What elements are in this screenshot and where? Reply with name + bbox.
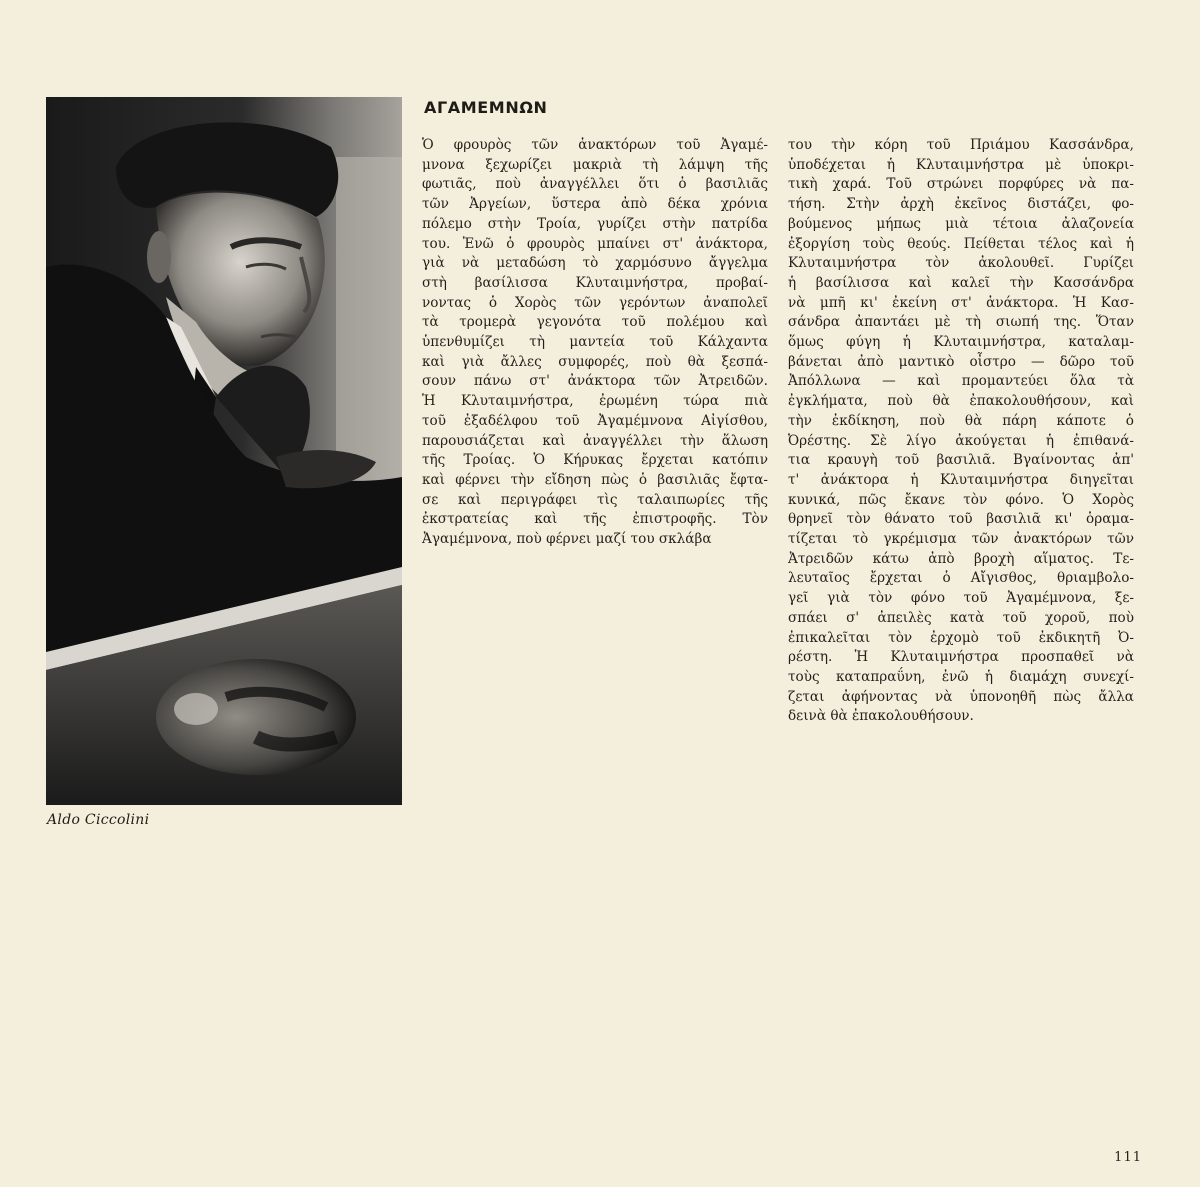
text-line: δεινὰ θὰ ἐπακολουθήσουν.	[788, 708, 974, 725]
text-line: φωτιᾶς, ποὺ ἀναγγέλλει ὅτι ὁ βασιλιᾶς	[422, 176, 768, 193]
text-line: στὴ βασίλισσα Κλυταιμνήστρα, προβαί-	[422, 274, 768, 291]
text-line: του. Ἐνῶ ὁ φρουρὸς μπαίνει στ' ἀνάκτορα,	[422, 235, 768, 252]
text-line: τια κραυγὴ τοῦ βασιλιᾶ. Βγαίνοντας ἀπ'	[788, 452, 1134, 469]
text-line: ρέστη. Ἡ Κλυταιμνήστρα προσπαθεῖ νὰ	[788, 649, 1134, 666]
text-line: παρουσιάζεται καὶ ἀναγγέλλει τὴν ἅλωση	[422, 432, 768, 449]
text-line: καὶ γιὰ ἄλλες συμφορές, ποὺ θὰ ξεσπά-	[422, 353, 768, 370]
text-line: τοὺς καταπραΰνη, ἐνῶ ἡ διαμάχη συνεχί-	[788, 668, 1134, 685]
portrait-photo	[46, 97, 402, 805]
page-number: 111	[1114, 1150, 1142, 1165]
text-line: κυνικά, πῶς ἔκανε τὸν φόνο. Ὁ Χορὸς	[788, 491, 1134, 508]
text-line: βάνεται ἀπὸ μαντικὸ οἶστρο — δῶρο τοῦ	[788, 353, 1134, 370]
text-line: βούμενος μήπως μιὰ τέτοια ἀλαζονεία	[788, 215, 1134, 232]
text-line: ἐξοργίση τοὺς θεούς. Πείθεται τέλος καὶ ἡ	[788, 235, 1134, 252]
article-right-column	[788, 136, 1134, 727]
text-line: ἐγκλήματα, ποὺ θὰ ἐπακολουθήσουν, καὶ	[788, 393, 1134, 410]
text-line: νὰ μπῆ κι' ἐκείνη στ' ἀνάκτορα. Ἡ Κασ-	[788, 294, 1134, 311]
article-left-column	[422, 136, 768, 550]
photo-caption: Aldo Ciccolini	[47, 812, 150, 828]
text-line: σπάει σ' ἀπειλὲς κατὰ τοῦ χοροῦ, ποὺ	[788, 609, 1134, 626]
text-line: σουν πάνω στ' ἀνάκτορα τῶν Ἀτρειδῶν.	[422, 373, 768, 390]
text-line: Ὀρέστης. Σὲ λίγο ἀκούγεται ἡ ἐπιθανά-	[788, 432, 1134, 449]
text-line: σάνδρα ἀπαντάει μὲ τὴ σιωπή της. Ὅταν	[788, 314, 1134, 331]
text-line: τικὴ χαρά. Τοῦ στρώνει πορφύρες νὰ πα-	[788, 176, 1134, 193]
text-line: ζεται ἀφήνοντας νὰ ὑπονοηθῆ πὼς ἄλλα	[788, 688, 1134, 705]
text-line: Κλυταιμνήστρα τὸν ἀκολουθεῖ. Γυρίζει	[788, 255, 1134, 272]
text-line: τ' ἀνάκτορα ἡ Κλυταιμνήστρα διηγεῖται	[788, 471, 1134, 488]
text-line: τὴν ἐκδίκηση, ποὺ θὰ πάρη κάποτε ὁ	[788, 412, 1134, 429]
text-line: ἐκστρατείας καὶ τῆς ἐπιστροφῆς. Τὸν	[422, 511, 768, 528]
text-line: τοῦ ἐξαδέλφου τοῦ Ἀγαμέμνονα Αἰγίσθου,	[422, 412, 768, 429]
text-line: ἡ βασίλισσα καὶ καλεῖ τὴν Κασσάνδρα	[788, 274, 1134, 291]
text-line: τὰ τρομερὰ γεγονότα τοῦ πολέμου καὶ	[422, 314, 768, 331]
text-line: Ἀγαμέμνονα, ποὺ φέρνει μαζί του σκλάβα	[422, 531, 712, 548]
text-line: καὶ φέρνει τὴν εἴδηση πὼς ὁ βασιλιᾶς ἔφτα-	[422, 471, 768, 488]
text-line: μνονα ξεχωρίζει μακριὰ τὴ λάμψη τῆς	[422, 156, 768, 173]
text-line: Ἀτρειδῶν κάτω ἀπὸ βροχὴ αἵματος. Τε-	[788, 550, 1134, 567]
text-line: θρηνεῖ τὸν θάνατο τοῦ βασιλιᾶ κι' ὁραμα-	[788, 511, 1134, 528]
text-line: τῆς Τροίας. Ὁ Κήρυκας ἔρχεται κατόπιν	[422, 452, 768, 469]
text-line: σε καὶ περιγράφει τὶς ταλαιπωρίες τῆς	[422, 491, 768, 508]
text-line: Ἡ Κλυταιμνήστρα, ἐρωμένη τώρα πιὰ	[422, 393, 768, 410]
text-line: λευταῖος ἔρχεται ὁ Αἴγισθος, θριαμβολο-	[788, 570, 1134, 587]
text-line: τίζεται τὸ γκρέμισμα τῶν ἀνακτόρων τῶν	[788, 531, 1134, 548]
text-line: Ὁ φρουρὸς τῶν ἀνακτόρων τοῦ Ἀγαμέ-	[422, 137, 768, 153]
portrait-photo-icon	[46, 97, 402, 805]
text-line: γεῖ γιὰ τὸν φόνο τοῦ Ἀγαμέμνονα, ξε-	[788, 590, 1134, 607]
text-line: ὑπενθυμίζει τὴ μαντεία τοῦ Κάλχαντα	[422, 334, 768, 351]
text-line: τῶν Ἀργείων, ὕστερα ἀπὸ δέκα χρόνια	[422, 196, 768, 213]
text-line: πόλεμο στὴν Τροία, γυρίζει στὴν πατρίδα	[422, 215, 768, 232]
text-line: Ἀπόλλωνα — καὶ προμαντεύει ὅλα τὰ	[788, 373, 1134, 390]
text-line: ὅμως φύγη ἡ Κλυταιμνήστρα, καταλαμ-	[788, 334, 1134, 351]
article-title: ΑΓΑΜΕΜΝΩΝ	[424, 98, 548, 117]
text-line: ὑποδέχεται ἡ Κλυταιμνήστρα μὲ ὑποκρι-	[788, 156, 1134, 173]
text-line: νοντας ὁ Χορὸς τῶν γερόντων ἀναπολεῖ	[422, 294, 768, 311]
text-line: ἐπικαλεῖται τὸν ἐρχομὸ τοῦ ἐκδικητῆ Ὀ-	[788, 629, 1134, 646]
text-line: γιὰ νὰ μεταδώση τὸ χαρμόσυνο ἄγγελμα	[422, 255, 768, 272]
text-line: του τὴν κόρη τοῦ Πριάμου Κασσάνδρα,	[788, 137, 1134, 153]
text-line: τήση. Στὴν ἀρχὴ ἐκεῖνος διστάζει, φο-	[788, 196, 1134, 213]
